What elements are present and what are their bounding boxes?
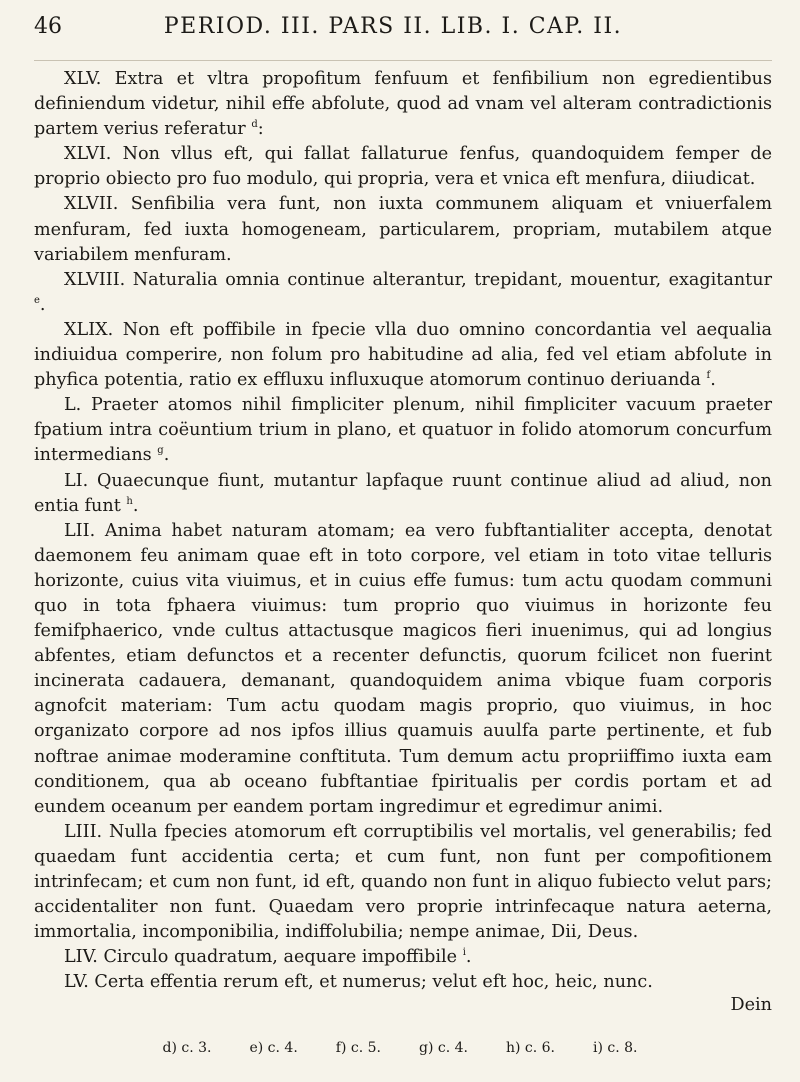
paragraph-45: XLV. Extra et vltra propofitum fenfuum et fenfibilium non egredientibus definiendum videtur, nihil effe abfolute, quod ad vnam vel alteram contradictionis partem verius referatur $^d$: bbox=[34, 69, 772, 140]
catchword: Dein bbox=[730, 995, 772, 1016]
footnote-mark: g bbox=[157, 445, 164, 457]
running-head: PERIOD. III. PARS II. LIB. I. CAP. II. bbox=[163, 14, 623, 39]
paragraph-52: LII. Anima habet naturam atomam; ea vero fubftantialiter accepta, denotat daemonem feu animam quae eft in toto corpore, vel etiam in toto vitae telluris horizonte, cuius vita viuimus, et in cuius effe fumus: tum actu quodam communi quo in tota fphaera viuimus: tum proprio quo viuimus in horizonte feu femifphaerico, vnde cultus attactusque magicos fieri inuenimus, qui ad longius abfentes, etiam defunctos et a recenter defunctis, quorum fcilicet non fuerint incinerata cadauera, demanant, quandoquidem anima vbique fuam corporis agnofcit materiam: Tum actu quodam magis proprio, quo viuimus, in hoc organizato corpore ad nos ipfos illius quamuis auulfa parte pertinente, et fub noftrae animae moderamine conftituta. Tum demum actu propriiffimo iuxta eam conditionem, qua ab oceano fubftantiae fpiritualis per cordis portam et ad eundem oceanum per eandem portam ingredimur et egredimur animi. bbox=[34, 520, 772, 817]
page-header bbox=[34, 14, 772, 61]
footnote-mark: h bbox=[126, 495, 133, 507]
paragraph-48: XLVIII. Naturalia omnia continue alterantur, trepidant, mouentur, exagitantur $^e$. bbox=[34, 269, 772, 315]
footnote-mark: d bbox=[251, 119, 258, 131]
paragraph-53: LIII. Nulla fpecies atomorum eft corruptibilis vel mortalis, vel generabilis; fed quaedam funt accidentia certa; et cum funt, non funt per compofitionem intrinfecam; et cum non funt, id eft, quando non funt in aliquo fubiecto velut pars; accidentaliter non funt. Quaedam vero proprie intrinfecaque natura aeterna, immortalia, incomponibilia, indiffolubilia; nempe animae, Dii, Deus. bbox=[34, 821, 773, 943]
footnote-d: d) c. 3. bbox=[162, 1040, 212, 1056]
paragraph-46: XLVI. Non vllus eft, qui fallat fallaturue fenfus, quandoquidem femper de proprio obiecto pro fuo modulo, qui propria, vera et vnica eft menfura, diiudicat. bbox=[34, 144, 773, 190]
body-text bbox=[34, 67, 772, 1018]
paragraph-50: L. Praeter atomos nihil fimpliciter plenum, nihil fimpliciter vacuum praeter fpatium intra coëuntium trium in plano, et quatuor in folido atomorum concurfum intermedians $^g$. bbox=[34, 395, 772, 466]
footnote-g: g) c. 4. bbox=[418, 1040, 468, 1056]
footnote-h: h) c. 6. bbox=[505, 1040, 555, 1056]
paragraph-55: LV. Certa effentia rerum eft, et numerus; velut eft hoc, heic, nunc. bbox=[64, 972, 653, 993]
footnotes bbox=[0, 1040, 800, 1056]
footnote-mark: i bbox=[462, 947, 466, 959]
footnote-mark: e bbox=[34, 294, 40, 306]
page-number: 46 bbox=[34, 14, 62, 39]
paragraph-54: LIV. Circulo quadratum, aequare impoffibile $^i$. bbox=[64, 947, 472, 968]
paragraph-49: XLIX. Non eft poffibile in fpecie vlla duo omnino concordantia vel aequalia indiuidua comperire, non folum pro habitudine ad alia, fed vel etiam abfolute in phyfica potentia, ratio ex effluxu influxuque atomorum continuo deriuanda $^f$. bbox=[34, 319, 773, 391]
paragraph-47: XLVII. Senfibilia vera funt, non iuxta communem aliquam et vniuerfalem menfuram, fed iuxta homogeneam, particularem, propriam, mutabilem atque variabilem menfuram. bbox=[34, 194, 773, 265]
footnote-mark: f bbox=[706, 370, 711, 382]
footnote-f: f) c. 5. bbox=[335, 1040, 381, 1056]
footnote-i: i) c. 8. bbox=[593, 1040, 638, 1056]
paragraph-51: LI. Quaecunque fiunt, mutantur lapfaque ruunt continue aliud ad aliud, non entia funt $^h$. bbox=[34, 470, 773, 516]
footnote-e: e) c. 4. bbox=[249, 1040, 298, 1056]
